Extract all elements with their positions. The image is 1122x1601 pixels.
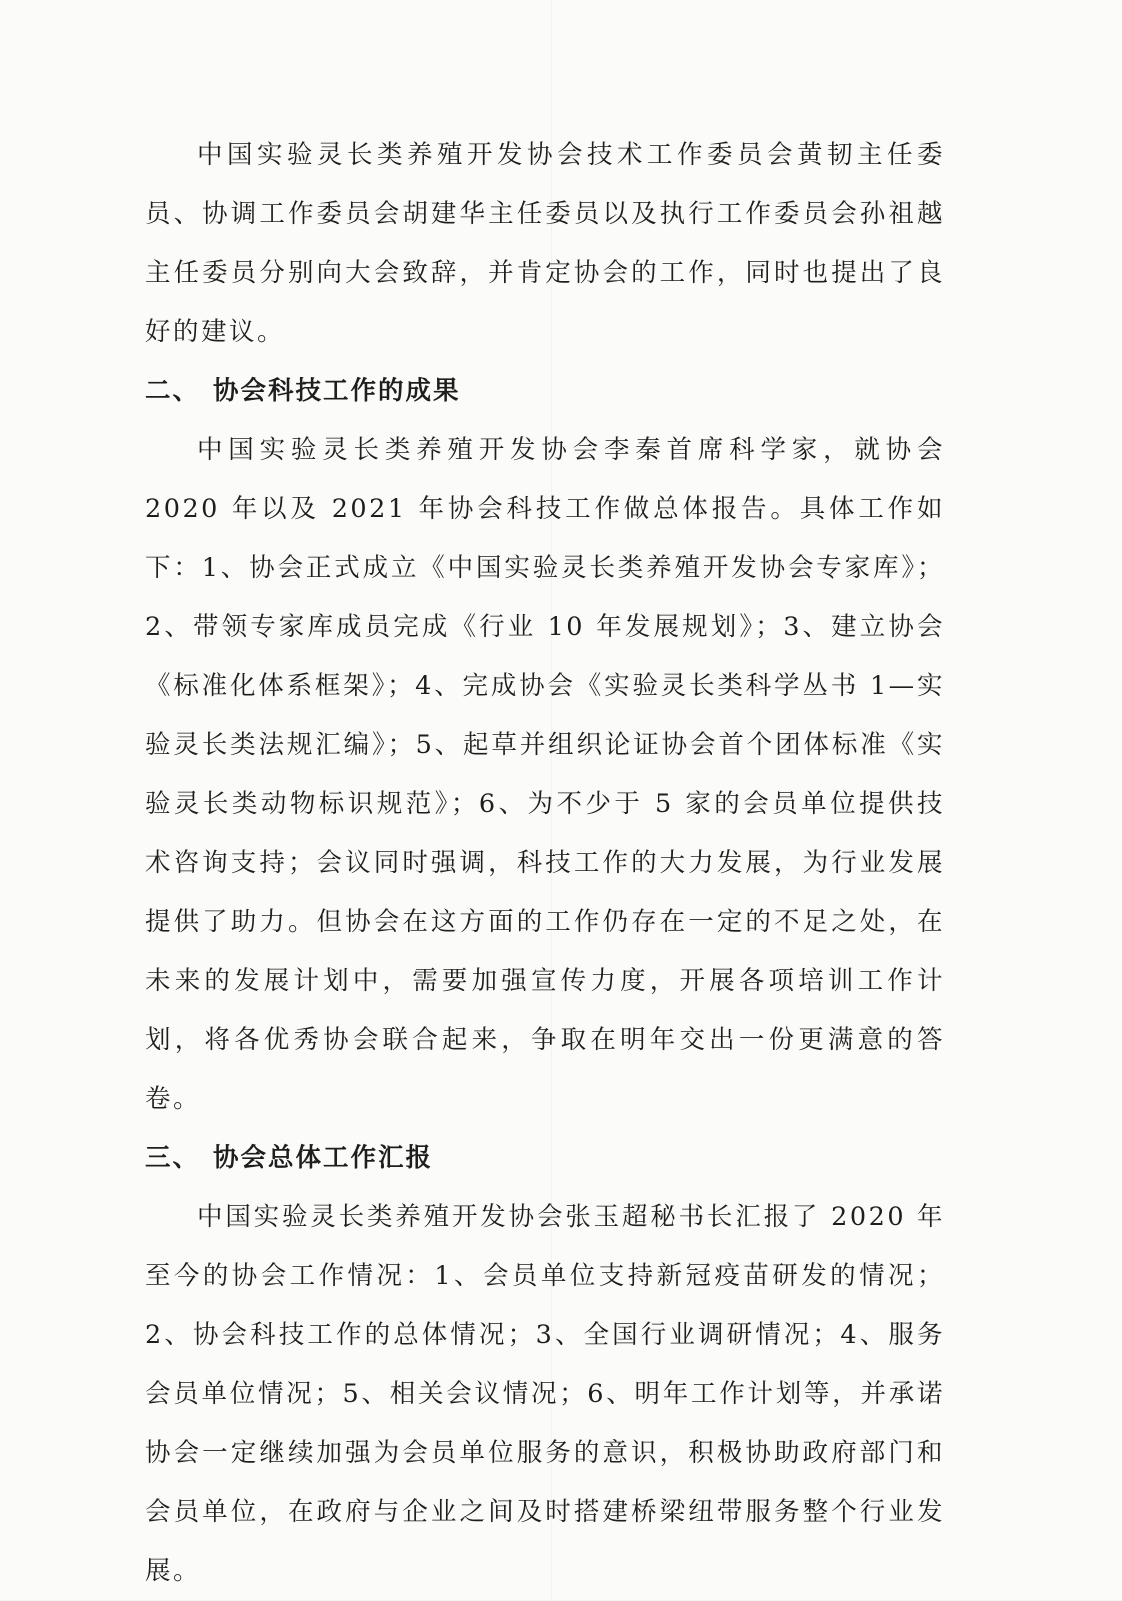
intro-paragraph: 中国实验灵长类养殖开发协会技术工作委员会黄韧主任委员、协调工作委员会胡建华主任委员以及执行工作委员会孙祖越主任委员分别向大会致辞，并肯定协会的工作，同时也提出了良好的建议。 bbox=[145, 140, 945, 347]
document-body bbox=[145, 126, 945, 1601]
section-2-number: 二、 bbox=[145, 376, 201, 406]
section-3-title: 协会总体工作汇报 bbox=[213, 1143, 434, 1173]
section-3-heading bbox=[145, 1129, 945, 1188]
section-3-paragraph: 中国实验灵长类养殖开发协会张玉超秘书长汇报了 2020 年至今的协会工作情况：1、会员单位支持新冠疫苗研发的情况；2、协会科技工作的总体情况；3、全国行业调研情况；4、服务会员单位情况；5、相关会议情况；6、明年工作计划等，并承诺协会一定继续加强为会员单位服务的意识，积极协助政府部门和会员单位，在政府与企业之间及时搭建桥梁纽带服务整个行业发展。 bbox=[145, 1202, 945, 1586]
section-3-number: 三、 bbox=[145, 1143, 201, 1173]
section-2-title: 协会科技工作的成果 bbox=[213, 376, 461, 406]
section-2-paragraph: 中国实验灵长类养殖开发协会李秦首席科学家，就协会 2020 年以及 2021 年协会科技工作做总体报告。具体工作如下：1、协会正式成立《中国实验灵长类养殖开发协会专家库》；2、带领专家库成员完成《行业 10 年发展规划》；3、建立协会《标准化体系框架》；4、完成协会《实验灵长类科学丛书 1—实验灵长类法规汇编》；5、起草并组织论证协会首个团体标准《实验灵长类动物标识规范》；6、为不少于 5 家的会员单位提供技术咨询支持；会议同时强调，科技工作的大力发展，为行业发展提供了助力。但协会在这方面的工作仍存在一定的不足之处，在未来的发展计划中，需要加强宣传力度，开展各项培训工作计划，将各优秀协会联合起来，争取在明年交出一份更满意的答卷。 bbox=[145, 435, 945, 1114]
section-2-heading bbox=[145, 362, 945, 421]
